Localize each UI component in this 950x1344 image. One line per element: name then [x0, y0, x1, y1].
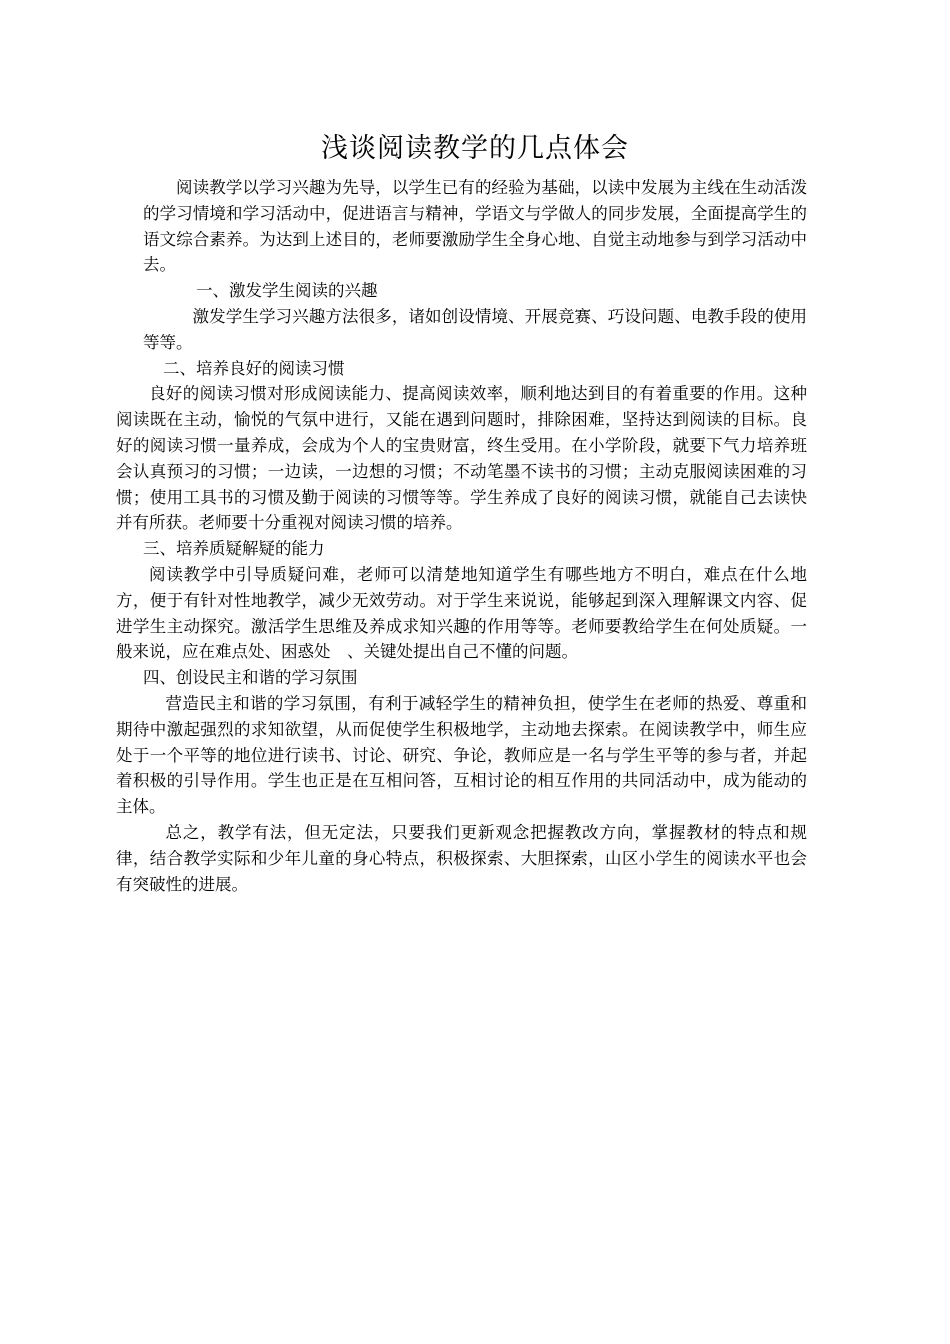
section-body-3: 阅读教学中引导质疑问难，老师可以清楚地知道学生有哪些地方不明白，难点在什么地方，便于有针对性地教学，减少无效劳动。对于学生来说说，能够起到深入理解课文内容、促进学生主动探究。激活学生思维及养成求知兴趣的作用等等。老师要教给学生在何处质疑。一般来说，应在难点处、困惑处 、关键处提出自己不懂的问题。: [116, 564, 807, 662]
section-body-1: 激发学生学习兴趣方法很多，诸如创设情境、开展竞赛、巧设问题、电教手段的使用等等。: [143, 306, 807, 352]
section-body-2: 良好的阅读习惯对形成阅读能力、提高阅读效率，顺利地达到目的有着重要的作用。这种阅读既在主动，愉悦的气氛中进行，又能在遇到问题时，排除困难，坚持达到阅读的目标。良好的阅读习惯一量养成，会成为个人的宝贵财富，终生受用。在小学阶段，就要下气力培养班会认真预习的习惯；一边读，一边想的习惯；不动笔墨不读书的习惯；主动克服阅读困难的习惯；使用工具书的习惯及勤于阅读的习惯等等。学生养成了良好的阅读习惯，就能自己去读快并有所获。老师要十分重视对阅读习惯的培养。: [116, 384, 807, 533]
section-heading-4: 四、创设民主和谐的学习氛围: [143, 668, 358, 688]
conclusion-paragraph: 总之，教学有法，但无定法，只要我们更新观念把握教改方向，掌握教材的特点和规律，结合教学实际和少年儿童的身心特点，积极探索、大胆探索，山区小学生的阅读水平也会有突破性的进展。: [116, 822, 807, 894]
intro-paragraph: 阅读教学以学习兴趣为先导，以学生已有的经验为基础，以读中发展为主线在生动活泼的学习情境和学习活动中，促进语言与精神，学语文与学做人的同步发展，全面提高学生的语文综合素养。为达到上述目的，老师要激励学生全身心地、自觉主动地参与到学习活动中去。: [143, 178, 807, 275]
document-title: 浅谈阅读教学的几点体会: [321, 133, 629, 164]
document-body: [116, 175, 807, 897]
section-heading-2: 二、培养良好的阅读习惯: [163, 358, 345, 378]
section-heading-3: 三、培养质疑解疑的能力: [143, 539, 325, 559]
section-heading-1: 一、激发学生阅读的兴趣: [196, 281, 378, 301]
section-body-4: 营造民主和谐的学习氛围，有利于减轻学生的精神负担，使学生在老师的热爱、尊重和期待中激起强烈的求知欲望，从而促使学生积极地学，主动地去探索。在阅读教学中，师生应处于一个平等的地位进行读书、讨论、研究、争论，教师应是一名与学生平等的参与者，并起着积极的引导作用。学生也正是在互相问答，互相讨论的相互作用的共同活动中，成为能动的主体。: [116, 693, 807, 817]
